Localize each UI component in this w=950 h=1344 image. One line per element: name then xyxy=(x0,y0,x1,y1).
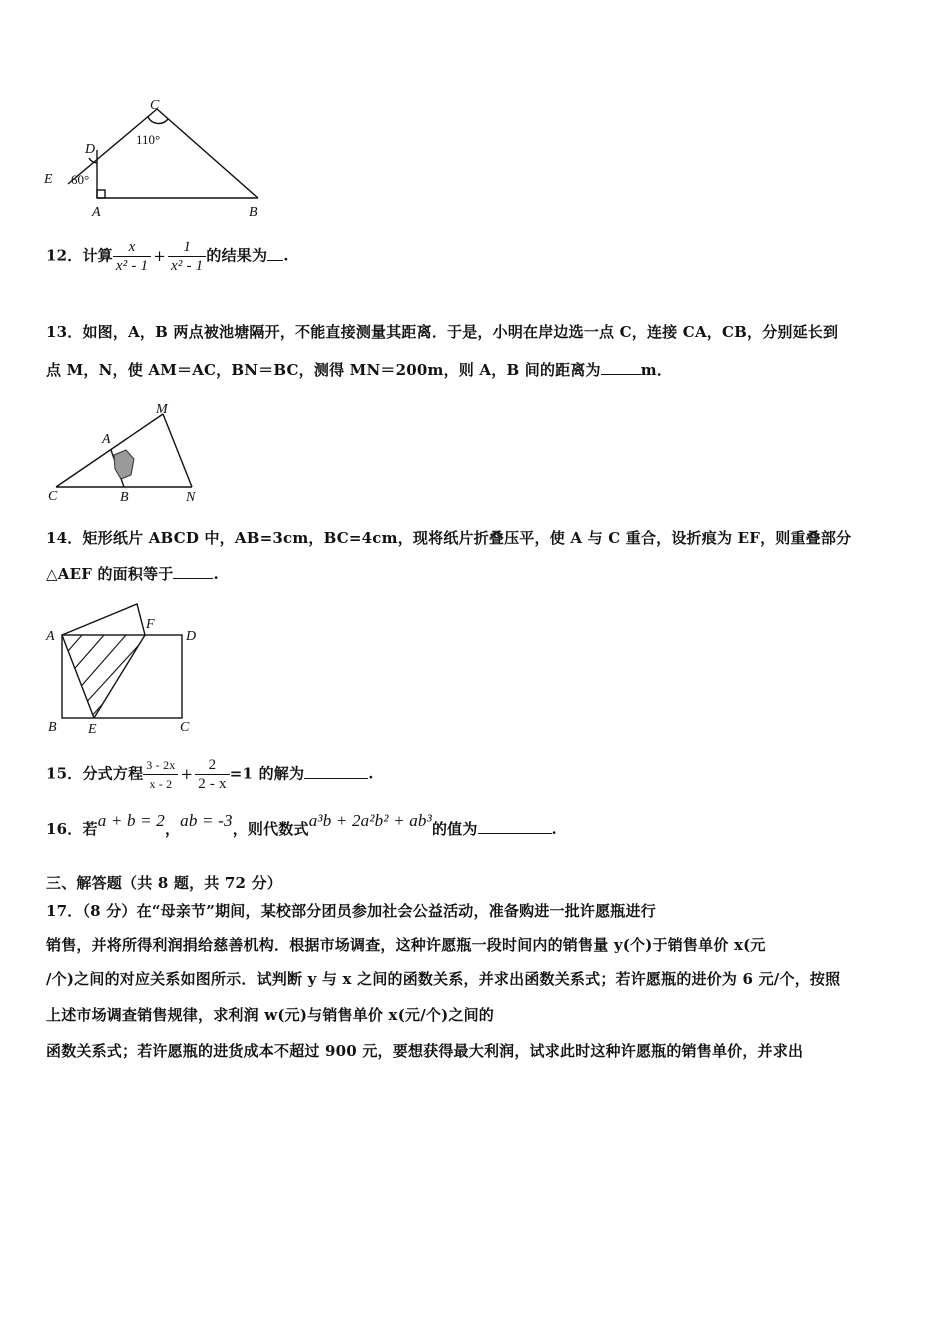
q16-expr-2: ab = -3 xyxy=(180,811,233,830)
label-d: D xyxy=(85,142,96,157)
label-b: B xyxy=(48,720,57,735)
label-d: D xyxy=(186,629,197,644)
line-mn xyxy=(163,414,192,487)
question-17-line2: 销售，并将所得利润捐给慈善机构．根据市场调查，这种许愿瓶一段时间内的销售量 y(个)于销售单价 x(元 xyxy=(46,936,766,954)
label-b: B xyxy=(120,490,129,505)
label-a: A xyxy=(92,205,101,220)
angle-60-label: 60° xyxy=(71,172,90,187)
label-a: A xyxy=(102,432,111,447)
angle-arc-c xyxy=(148,117,168,123)
rectangle-abcd xyxy=(62,635,182,718)
label-c: C xyxy=(48,489,58,504)
question-12: 12．计算 $\frac{x}{\text{x² - 1}}$ + $\frac{1}{\text{x² - 1}}$ 的结果为 . xyxy=(46,239,289,274)
folded-flap xyxy=(62,604,145,635)
q12-fraction-2: $\frac{1}{\text{x² - 1}}$ xyxy=(168,238,206,275)
angle-110-label: 110° xyxy=(136,132,161,147)
question-13-line1: 13．如图，A，B 两点被池塘隔开，不能直接测量其距离．于是，小明在岸边选一点 C，连接 CA，CB，分别延长到 xyxy=(46,323,839,341)
q15-fraction-2: $\frac{2}{2 - x}$ xyxy=(195,756,230,793)
question-16: 16．若a + b = 2，ab = -3，则代数式a³b + 2a²b² + ab³的值为 . xyxy=(46,811,557,838)
label-e: E xyxy=(88,722,97,737)
q13-answer-blank xyxy=(601,360,641,375)
q12-suffix: 的结果为 xyxy=(206,246,268,265)
question-14-line2: △AEF 的面积等于 . xyxy=(46,565,219,583)
figure-triangle-abc xyxy=(40,95,280,225)
side-cb xyxy=(157,109,258,198)
question-15: 15．分式方程 $\frac{3 - 2x}{x - 2}$ + $\frac{2}{2 - x}$ =1 的解为 . xyxy=(46,757,374,792)
question-13-line2: 点 M，N，使 AM＝AC，BN＝BC，测得 MN＝200m，则 A，B 间的距离为 m． xyxy=(46,361,673,379)
figure-pond-triangle xyxy=(44,397,214,507)
label-n: N xyxy=(186,490,196,505)
question-17-line4: 上述市场调查销售规律，求利润 w(元)与销售单价 x(元/个)之间的 xyxy=(46,1006,494,1024)
q16-expr-1: a + b = 2 xyxy=(97,811,165,830)
q12-answer-blank xyxy=(267,246,283,261)
question-17-line5: 函数关系式；若许愿瓶的进货成本不超过 900 元，要想获得最大利润，试求此时这种许愿瓶的销售单价，并求出 xyxy=(46,1042,804,1060)
label-m: M xyxy=(156,402,168,417)
figure-folded-rectangle xyxy=(42,598,212,743)
pond-shape xyxy=(114,450,134,479)
question-14-line1: 14．矩形纸片 ABCD 中，AB=3cm，BC=4cm，现将纸片折叠压平，使 A 与 C 重合，设折痕为 EF，则重叠部分 xyxy=(46,529,852,547)
q12-fraction-1: $\frac{x}{\text{x² - 1}}$ xyxy=(113,238,151,275)
q16-expr-3: a³b + 2a²b² + ab³ xyxy=(308,811,432,830)
fold-line-ef xyxy=(94,635,145,718)
question-17-line3: /个)之间的对应关系如图所示．试判断 y 与 x 之间的函数关系，并求出函数关系式；若许愿瓶的进价为 6 元/个，按照 xyxy=(46,970,841,988)
label-f: F xyxy=(146,617,155,632)
q14-answer-blank xyxy=(173,564,213,579)
q12-plus: + xyxy=(153,246,167,265)
label-c: C xyxy=(180,720,190,735)
label-c: C xyxy=(150,98,160,113)
section-title: 三、解答题（共 8 题，共 72 分） xyxy=(46,874,283,892)
q15-answer-blank xyxy=(304,764,368,779)
q12-prefix: 12．计算 xyxy=(46,246,113,265)
label-a: A xyxy=(46,629,55,644)
right-angle-mark xyxy=(97,190,105,198)
q15-fraction-1: $\frac{3 - 2x}{x - 2}$ xyxy=(143,756,178,793)
question-17-line1: 17．（8 分）在“母亲节”期间，某校部分团员参加社会公益活动，准备购进一批许愿瓶进行 xyxy=(46,902,656,920)
label-b: B xyxy=(249,205,258,220)
line-cm xyxy=(56,414,163,487)
label-e: E xyxy=(44,172,53,187)
q16-answer-blank xyxy=(478,819,552,834)
